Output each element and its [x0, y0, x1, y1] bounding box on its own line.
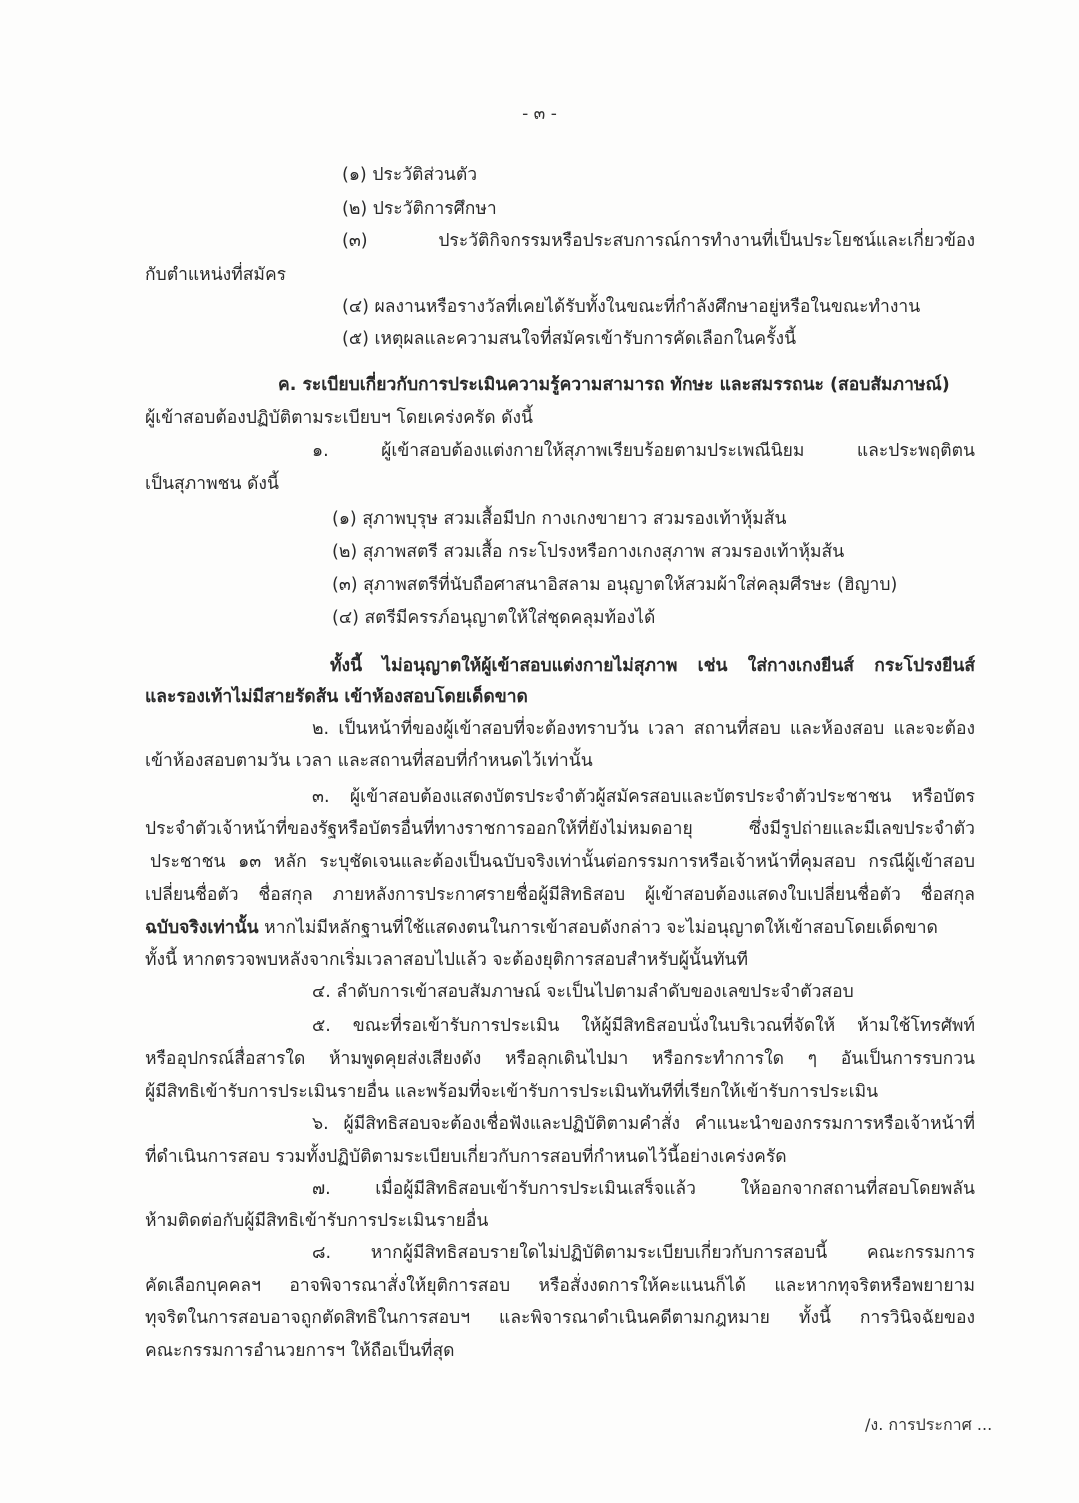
dress-item-pregnant: (๔) สตรีมีครรภ์อนุญาตให้ใส่ชุดคลุมท้องได้ — [332, 608, 656, 628]
rule-3-line-3: ประชาชน ๑๓ หลัก ระบุชัดเจนและต้องเป็นฉบับจริงเท่านั้นต่อกรรมการหรือเจ้าหน้าที่คุมสอบ กรณีผู้เข้าสอบ — [150, 852, 975, 872]
rule-2-line-2: เข้าห้องสอบตามวัน เวลา และสถานที่สอบที่กำหนดไว้เท่านั้น — [145, 751, 593, 771]
rule-3-line-6: ทั้งนี้ หากตรวจพบหลังจากเริ่มเวลาสอบไปแล้ว จะต้องยุติการสอบสำหรับผู้นั้นทันที — [145, 950, 748, 970]
rule-5-line-3: ผู้มีสิทธิเข้ารับการประเมินรายอื่น และพร้อมที่จะเข้ารับการประเมินทันทีที่เรียกให้เข้ารับการประเมิน — [145, 1082, 879, 1102]
rule-8-line-4: คณะกรรมการอำนวยการฯ ให้ถือเป็นที่สุด — [145, 1341, 455, 1361]
rule-8-line-2: คัดเลือกบุคคลฯ อาจพิจารณาสั่งให้ยุติการสอบ หรือสั่งงดการให้คะแนนก็ได้ และหากทุจริตหรือพยายาม — [145, 1276, 975, 1296]
rule-1-line-1: ๑. ผู้เข้าสอบต้องแต่งกายให้สุภาพเรียบร้อยตามประเพณีนิยม และประพฤติตน — [312, 441, 975, 461]
list-item-reasons: (๕) เหตุผลและความสนใจที่สมัครเข้ารับการคัดเลือกในครั้งนี้ — [342, 329, 797, 349]
rule-5-line-1: ๕. ขณะที่รอเข้ารับการประเมิน ให้ผู้มีสิทธิสอบนั่งในบริเวณที่จัดให้ ห้ามใช้โทรศัพท์ — [312, 1016, 975, 1036]
original-only-emphasis: ฉบับจริงเท่านั้น — [145, 918, 259, 938]
rule-3-line-4: เปลี่ยนชื่อตัว ชื่อสกุล ภายหลังการประกาศรายชื่อผู้มีสิทธิสอบ ผู้เข้าสอบต้องแสดงใบเปลี่ยนชื่อตัว ชื่อสกุล — [145, 885, 975, 905]
rule-4: ๔. ลำดับการเข้าสอบสัมภาษณ์ จะเป็นไปตามลำดับของเลขประจำตัวสอบ — [312, 982, 854, 1002]
dress-item-men: (๑) สุภาพบุรุษ สวมเสื้อมีปก กางเกงขายาว สวมรองเท้าหุ้มส้น — [332, 509, 787, 529]
list-item-activities-experience: (๓) ประวัติกิจกรรมหรือประสบการณ์การทำงานที่เป็นประโยชน์และเกี่ยวข้อง — [342, 231, 975, 251]
section-c-heading: ค. ระเบียบเกี่ยวกับการประเมินความรู้ความสามารถ ทักษะ และสมรรถนะ (สอบสัมภาษณ์) — [278, 375, 950, 395]
rule-3-line-5 — [145, 917, 975, 939]
list-item-education-history: (๒) ประวัติการศึกษา — [342, 199, 497, 219]
rule-1-line-2: เป็นสุภาพชน ดังนี้ — [145, 474, 279, 494]
rule-6-line-2: ที่ดำเนินการสอบ รวมทั้งปฏิบัติตามระเบียบเกี่ยวกับการสอบที่กำหนดไว้นี้อย่างเคร่งครัด — [145, 1147, 787, 1167]
rule-8-line-1: ๘. หากผู้มีสิทธิสอบรายใดไม่ปฏิบัติตามระเบียบเกี่ยวกับการสอบนี้ คณะกรรมการ — [312, 1243, 975, 1263]
dress-warning-line-1: ทั้งนี้ ไม่อนุญาตให้ผู้เข้าสอบแต่งกายไม่สุภาพ เช่น ใส่กางเกงยีนส์ กระโปรงยีนส์ — [330, 656, 975, 676]
rule-7-line-1: ๗. เมื่อผู้มีสิทธิสอบเข้ารับการประเมินเสร็จแล้ว ให้ออกจากสถานที่สอบโดยพลัน — [312, 1179, 975, 1199]
rule-5-line-2: หรืออุปกรณ์สื่อสารใด ห้ามพูดคุยส่งเสียงดัง หรือลุกเดินไปมา หรือกระทำการใด ๆ อันเป็นการรบกวน — [145, 1049, 975, 1069]
section-c-intro: ผู้เข้าสอบต้องปฏิบัติตามระเบียบฯ โดยเคร่งครัด ดังนี้ — [145, 408, 533, 428]
rule-3-line-5-text: หากไม่มีหลักฐานที่ใช้แสดงตนในการเข้าสอบดังกล่าว จะไม่อนุญาตให้เข้าสอบโดยเด็ดขาด — [258, 918, 938, 938]
rule-8-line-3: ทุจริตในการสอบอาจถูกตัดสิทธิในการสอบฯ และพิจารณาดำเนินคดีตามกฎหมาย ทั้งนี้ การวินิจฉัยของ — [145, 1308, 975, 1328]
list-item-activities-continuation: กับตำแหน่งที่สมัคร — [145, 265, 287, 285]
dress-item-women: (๒) สุภาพสตรี สวมเสื้อ กระโปรงหรือกางเกงสุภาพ สวมรองเท้าหุ้มส้น — [332, 542, 845, 562]
page-number: - ๓ - — [522, 104, 557, 124]
rule-6-line-1: ๖. ผู้มีสิทธิสอบจะต้องเชื่อฟังและปฏิบัติตามคำสั่ง คำแนะนำของกรรมการหรือเจ้าหน้าที่ — [312, 1114, 975, 1134]
list-item-personal-history: (๑) ประวัติส่วนตัว — [342, 165, 478, 185]
next-page-continuation: /ง. การประกาศ ... — [865, 1415, 993, 1434]
rule-7-line-2: ห้ามติดต่อกับผู้มีสิทธิเข้ารับการประเมินรายอื่น — [145, 1211, 489, 1231]
rule-3-line-1: ๓. ผู้เข้าสอบต้องแสดงบัตรประจำตัวผู้สมัครสอบและบัตรประจำตัวประชาชน หรือบัตร — [312, 787, 975, 807]
dress-item-hijab: (๓) สุภาพสตรีที่นับถือศาสนาอิสลาม อนุญาตให้สวมผ้าใส่คลุมศีรษะ (ฮิญาบ) — [332, 575, 898, 595]
dress-warning-line-2: และรองเท้าไม่มีสายรัดส้น เข้าห้องสอบโดยเด็ดขาด — [145, 687, 528, 707]
rule-3-line-2: ประจำตัวเจ้าหน้าที่ของรัฐหรือบัตรอื่นที่ทางราชการออกให้ที่ยังไม่หมดอายุ ซึ่งมีรูปถ่ายและมีเลขประจำตัว — [145, 819, 975, 839]
list-item-awards: (๔) ผลงานหรือรางวัลที่เคยได้รับทั้งในขณะที่กำลังศึกษาอยู่หรือในขณะทำงาน — [342, 297, 921, 317]
rule-2-line-1: ๒. เป็นหน้าที่ของผู้เข้าสอบที่จะต้องทราบวัน เวลา สถานที่สอบ และห้องสอบ และจะต้อง — [312, 719, 975, 739]
